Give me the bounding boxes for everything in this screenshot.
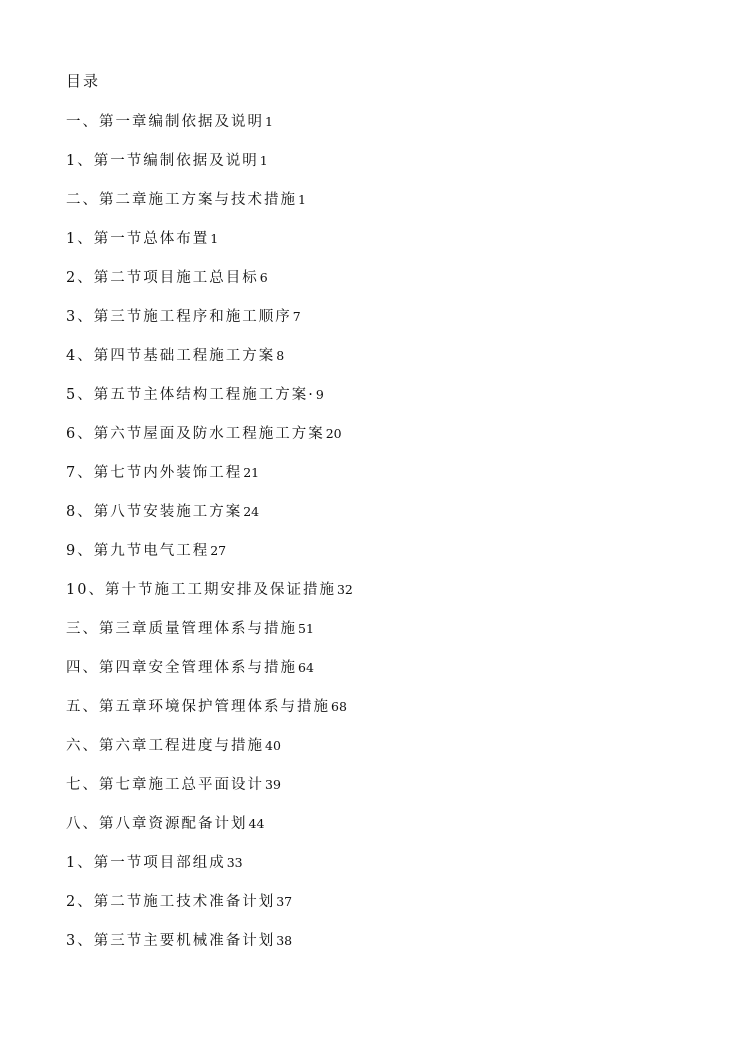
- toc-entry-text: 9、第九节电气工程: [66, 543, 210, 559]
- toc-entry-text: 1、第一节项目部组成: [66, 855, 226, 871]
- toc-entry-page: 51: [298, 621, 314, 636]
- toc-entry-page: 38: [276, 933, 293, 948]
- toc-entry-text: 4、第四节基础工程施工方案: [66, 348, 276, 364]
- toc-entry-text: 一、第一章编制依据及说明: [66, 114, 264, 130]
- toc-entry-text: 7、第七节内外装饰工程: [66, 465, 243, 481]
- toc-entry-page: 33: [226, 855, 243, 870]
- toc-entry-text: 五、第五章环境保护管理体系与措施: [66, 699, 330, 715]
- toc-entry-text: 2、第二节施工技术准备计划: [66, 894, 276, 910]
- toc-entry-page: 1: [259, 153, 268, 168]
- toc-entry[interactable]: [66, 502, 353, 541]
- toc-entry-text: 1、第一节总体布置: [66, 231, 210, 247]
- toc-entry[interactable]: [66, 463, 353, 502]
- toc-entry-text: 六、第六章工程进度与措施: [66, 738, 264, 754]
- toc-entry-text: 1、第一节编制依据及说明: [66, 153, 259, 169]
- toc-entry-text: 二、第二章施工方案与技术措施: [66, 192, 297, 208]
- toc-entry-page: 21: [243, 465, 260, 480]
- toc-entry-page: 1: [298, 192, 306, 207]
- toc-entry-text: 八、第八章资源配备计划: [66, 816, 248, 832]
- toc-entry-page: 64: [298, 660, 314, 675]
- toc-entry[interactable]: [66, 346, 353, 385]
- toc-entry-text: 3、第三节施工程序和施工顺序: [66, 309, 292, 325]
- toc-entry[interactable]: [66, 658, 353, 697]
- toc-entry[interactable]: [66, 268, 353, 307]
- toc-entry[interactable]: [66, 385, 353, 424]
- toc-entry-page: 1: [265, 114, 273, 129]
- toc-entry[interactable]: [66, 814, 353, 853]
- toc-entry[interactable]: [66, 580, 353, 619]
- toc-entry[interactable]: [66, 892, 353, 931]
- toc-entry-page: 40: [265, 738, 281, 753]
- toc-entry[interactable]: [66, 307, 353, 346]
- toc-entry[interactable]: [66, 151, 353, 190]
- toc-entry-page: 7: [292, 309, 301, 324]
- toc-entry[interactable]: [66, 775, 353, 814]
- toc-entry[interactable]: [66, 697, 353, 736]
- toc-entry-page: 68: [331, 699, 347, 714]
- toc-entry-page: 37: [276, 894, 293, 909]
- toc-entry-text: 3、第三节主要机械准备计划: [66, 933, 276, 949]
- toc-entry-page: 27: [210, 543, 227, 558]
- toc-entry[interactable]: [66, 619, 353, 658]
- toc-entry-page: 24: [243, 504, 260, 519]
- toc-entry-page: 20: [325, 426, 342, 441]
- toc-title: 目录: [66, 72, 101, 90]
- toc-entry-page: 6: [259, 270, 268, 285]
- toc-entry-page: 9: [315, 387, 324, 402]
- toc-entry-text: 6、第六节屋面及防水工程施工方案: [66, 426, 325, 442]
- toc-entry-text: 2、第二节项目施工总目标: [66, 270, 259, 286]
- toc-entry[interactable]: [66, 931, 353, 970]
- toc-entry-text: 三、第三章质量管理体系与措施: [66, 621, 297, 637]
- toc-entry[interactable]: [66, 190, 353, 229]
- toc-entry[interactable]: [66, 424, 353, 463]
- toc-entry-page: 8: [276, 348, 285, 363]
- toc-entry[interactable]: [66, 541, 353, 580]
- toc-entry[interactable]: [66, 112, 353, 151]
- toc-list: [66, 112, 353, 970]
- toc-entry-text: 8、第八节安装施工方案: [66, 504, 243, 520]
- toc-entry-text: 5、第五节主体结构工程施工方案·: [66, 387, 315, 403]
- toc-entry-page: 1: [210, 231, 219, 246]
- toc-entry[interactable]: [66, 229, 353, 268]
- toc-entry[interactable]: [66, 853, 353, 892]
- toc-entry-page: 32: [336, 582, 353, 597]
- toc-entry[interactable]: [66, 736, 353, 775]
- toc-entry-text: 四、第四章安全管理体系与措施: [66, 660, 297, 676]
- toc-entry-text: 七、第七章施工总平面设计: [66, 777, 264, 793]
- toc-entry-text: 10、第十节施工工期安排及保证措施: [66, 582, 336, 598]
- toc-entry-page: 44: [248, 816, 265, 831]
- toc-entry-page: 39: [265, 777, 281, 792]
